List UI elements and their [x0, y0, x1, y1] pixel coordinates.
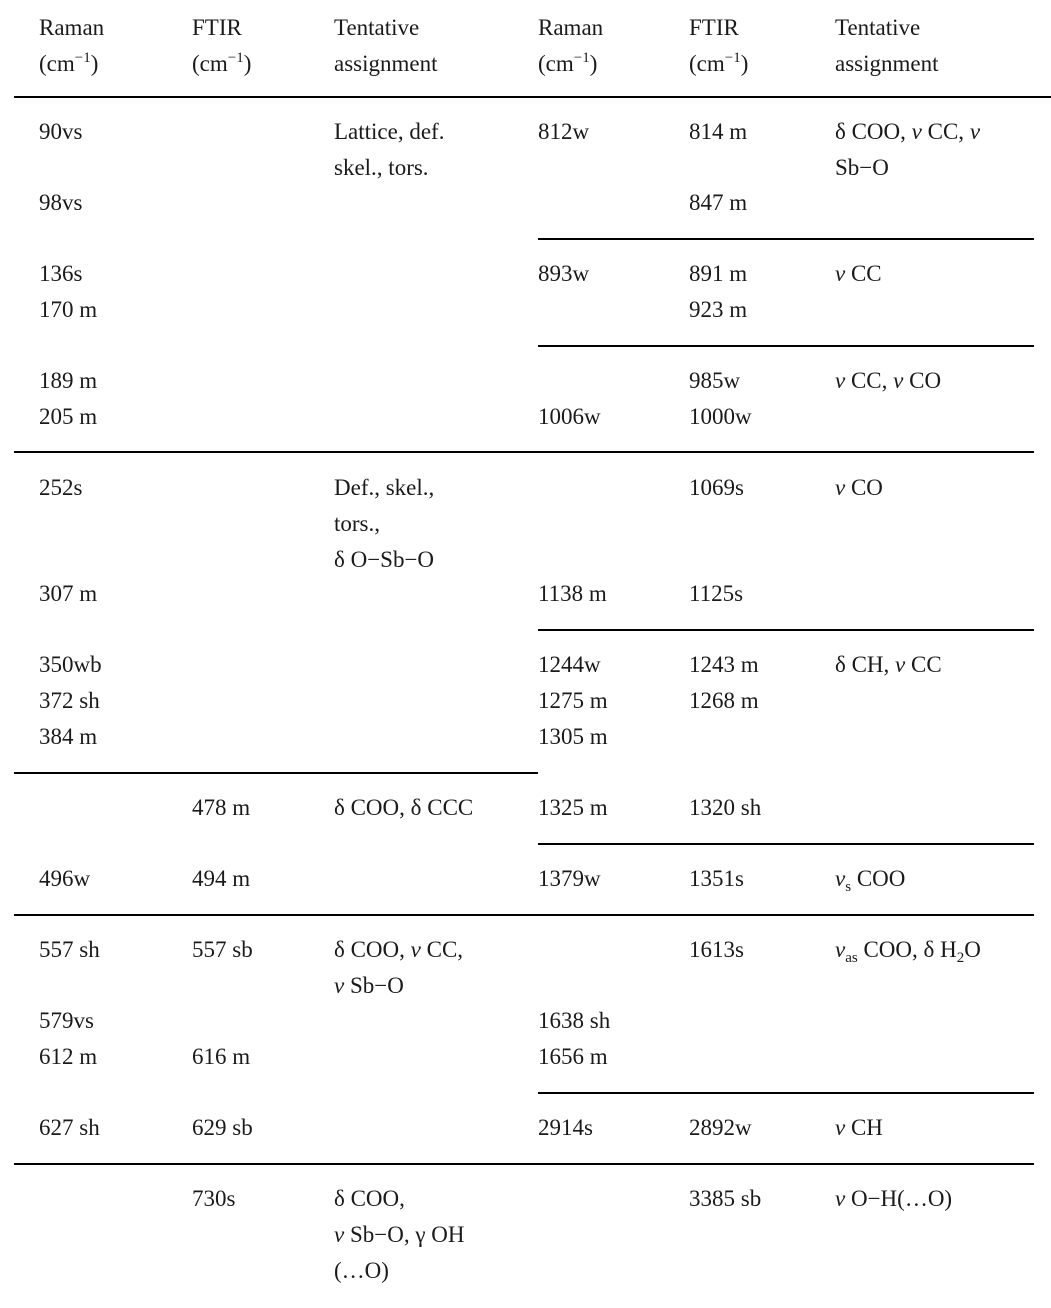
raman-value: 98vs [39, 190, 83, 215]
raman-value: 189 m [39, 368, 98, 393]
header-unit: $(cm^{-1})$ [538, 50, 598, 76]
raman-value: 812w [538, 119, 590, 144]
row-divider [538, 238, 1034, 240]
assignment-text: ν CH [835, 1115, 883, 1140]
header-label: Raman [538, 15, 604, 40]
raman-value: 579vs [39, 1008, 94, 1033]
header-label: assignment [835, 51, 939, 76]
row-divider [538, 843, 1034, 845]
raman-value: 350wb [39, 652, 102, 677]
ftir-value: 1268 m [689, 688, 759, 713]
raman-value: 205 m [39, 404, 98, 429]
ftir-value: 3385 sb [689, 1186, 762, 1211]
ftir-value: 2892w [689, 1115, 752, 1140]
row-divider [14, 1163, 1034, 1165]
raman-value: 893w [538, 261, 590, 286]
row-divider [14, 914, 1034, 916]
row-divider [14, 96, 1051, 98]
ftir-value: 557 sb [192, 937, 253, 962]
assignment-text: ν CC, ν CO [835, 368, 942, 393]
assignment-text: skel., tors. [334, 155, 429, 180]
raman-value: 1656 m [538, 1044, 608, 1069]
raman-value: 136s [39, 261, 83, 286]
ftir-value: 1125s [689, 581, 744, 606]
ftir-value: 891 m [689, 261, 748, 286]
raman-value: 307 m [39, 581, 98, 606]
header-label: FTIR [689, 15, 739, 40]
ftir-value: 494 m [192, 866, 251, 891]
ftir-value: 1613s [689, 937, 744, 962]
assignment-text: Def., skel., [334, 475, 435, 500]
ftir-value: 1243 m [689, 652, 759, 677]
row-divider [538, 629, 1034, 631]
assignment-text: ν CO [835, 475, 883, 500]
raman-value: 170 m [39, 297, 98, 322]
ftir-value: 985w [689, 368, 741, 393]
assignment-text: δ CH, ν CC [835, 652, 942, 677]
raman-value: 90vs [39, 119, 83, 144]
header-label: Tentative [835, 15, 921, 40]
assignment-text: (…O) [334, 1258, 389, 1283]
raman-value: 384 m [39, 724, 98, 749]
assignment-text: Sb−O [835, 155, 889, 180]
ftir-value: 923 m [689, 297, 748, 322]
header-label: Tentative [334, 15, 420, 40]
assignment-text: tors., [334, 511, 380, 536]
ftir-value: 478 m [192, 795, 251, 820]
raman-value: 627 sh [39, 1115, 100, 1140]
ftir-value: 1000w [689, 404, 752, 429]
assignment-text: ν O−H(…O) [835, 1186, 953, 1211]
raman-value: 1244w [538, 652, 601, 677]
assignment-text: δ O−Sb−O [334, 547, 435, 572]
ftir-value: 629 sb [192, 1115, 253, 1140]
assignment-text: δ COO, ν CC, ν [835, 119, 981, 144]
raman-value: 1006w [538, 404, 601, 429]
header-label: FTIR [192, 15, 242, 40]
assignment-text: $\nu_s$ COO [835, 866, 906, 895]
assignment-text: ν Sb−O [334, 973, 404, 998]
raman-value: 496w [39, 866, 91, 891]
ftir-value: 616 m [192, 1044, 251, 1069]
assignment-text: ν Sb−O, γ OH [334, 1222, 465, 1247]
raman-value: 1325 m [538, 795, 608, 820]
ftir-value: 814 m [689, 119, 748, 144]
assignment-text: δ COO, ν CC, [334, 937, 464, 962]
raman-value: 1138 m [538, 581, 607, 606]
assignment-text: δ COO, δ CCC [334, 795, 474, 820]
assignment-text: Lattice, def. [334, 119, 445, 144]
header-unit: $(cm^{-1})$ [689, 50, 749, 76]
raman-value: 557 sh [39, 937, 100, 962]
assignment-text: δ COO, [334, 1186, 405, 1211]
assignment-text: ν CC [835, 261, 882, 286]
row-divider [538, 1092, 1034, 1094]
assignment-text: $\nu_{as}$ COO, δ $H_2O$ [835, 937, 981, 966]
row-divider [538, 345, 1034, 347]
raman-value: 1638 sh [538, 1008, 611, 1033]
raman-value: 2914s [538, 1115, 593, 1140]
raman-value: 1379w [538, 866, 601, 891]
row-divider [14, 451, 1034, 453]
ftir-value: 1351s [689, 866, 744, 891]
header-label: assignment [334, 51, 438, 76]
header-unit: $(cm^{-1})$ [192, 50, 252, 76]
ftir-value: 1069s [689, 475, 744, 500]
raman-value: 372 sh [39, 688, 100, 713]
header-unit: $(cm^{-1})$ [39, 50, 99, 76]
row-divider [14, 772, 538, 774]
header-label: Raman [39, 15, 105, 40]
ftir-value: 847 m [689, 190, 748, 215]
raman-value: 252s [39, 475, 83, 500]
raman-value: 612 m [39, 1044, 98, 1069]
ftir-value: 1320 sh [689, 795, 762, 820]
ftir-value: 730s [192, 1186, 236, 1211]
raman-value: 1275 m [538, 688, 608, 713]
raman-value: 1305 m [538, 724, 608, 749]
